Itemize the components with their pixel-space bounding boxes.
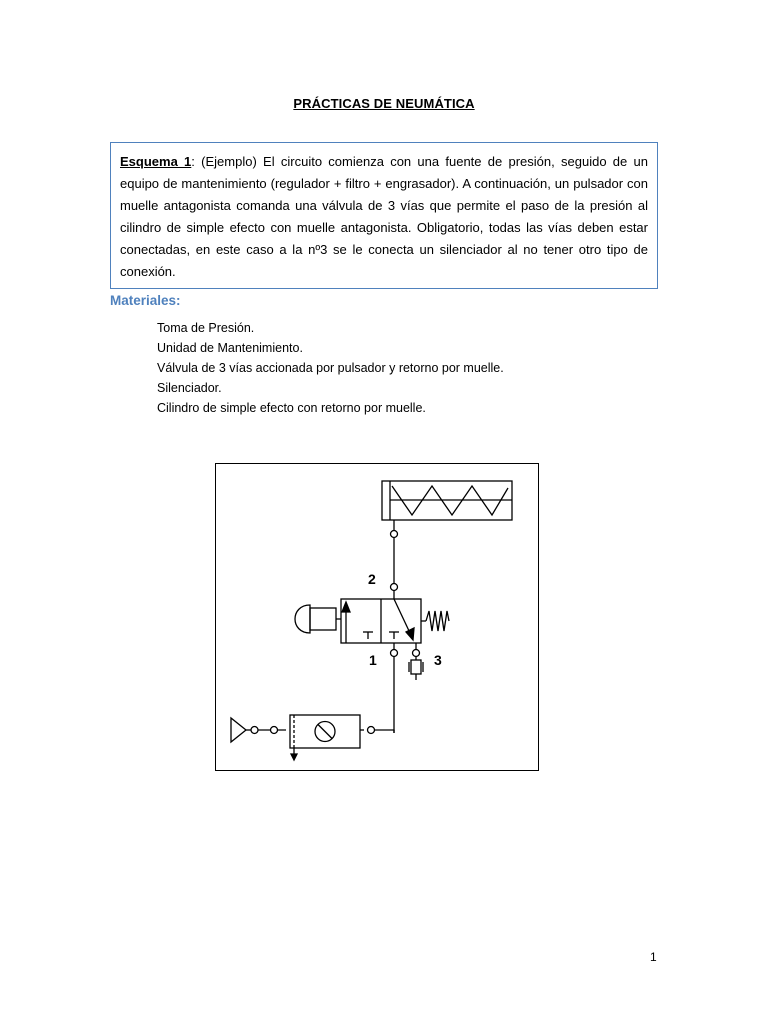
material-item: Cilindro de simple efecto con retorno por muelle. (157, 401, 426, 415)
port-2-connector (391, 584, 398, 591)
material-item: Silenciador. (157, 381, 222, 395)
material-item: Unidad de Mantenimiento. (157, 341, 303, 355)
page-title: PRÁCTICAS DE NEUMÁTICA (293, 96, 475, 111)
materials-list (157, 318, 504, 418)
materials-heading: Materiales: (110, 293, 181, 308)
port-2-label: 2 (368, 571, 376, 587)
silencer (409, 643, 423, 680)
material-item: Válvula de 3 vías accionada por pulsador y retorno por muelle. (157, 361, 504, 375)
spring-return (421, 611, 449, 631)
push-button-actuator (295, 605, 341, 633)
intro-box (110, 142, 658, 289)
port-1-connector (391, 650, 398, 657)
pneumatic-diagram-svg (216, 464, 538, 770)
intro-lead: Esquema 1 (120, 154, 192, 169)
page-number: 1 (650, 950, 657, 964)
single-acting-cylinder (382, 481, 512, 538)
material-item: Toma de Presión. (157, 321, 255, 335)
port-3-label: 3 (434, 652, 442, 668)
port-1-label: 1 (369, 652, 377, 668)
maintenance-unit (271, 715, 395, 760)
intro-text: : (Ejemplo) El circuito comienza con una fuente de presión, seguido de un equipo de mantenimiento (regulador + filtro + engrasador). A continuación, un pulsador con muelle antagonista comanda una válvula de 3 vías que permite el paso de la presión al cilindro de simple efecto con muelle antagonista. Obligatorio, todas las vías deben estar conectadas, en este caso a la nº3 se le conecta un silenciador al no tener otro tipo de conexión. (120, 154, 648, 279)
valve-3-2 (341, 599, 421, 643)
pneumatic-diagram (215, 463, 539, 771)
